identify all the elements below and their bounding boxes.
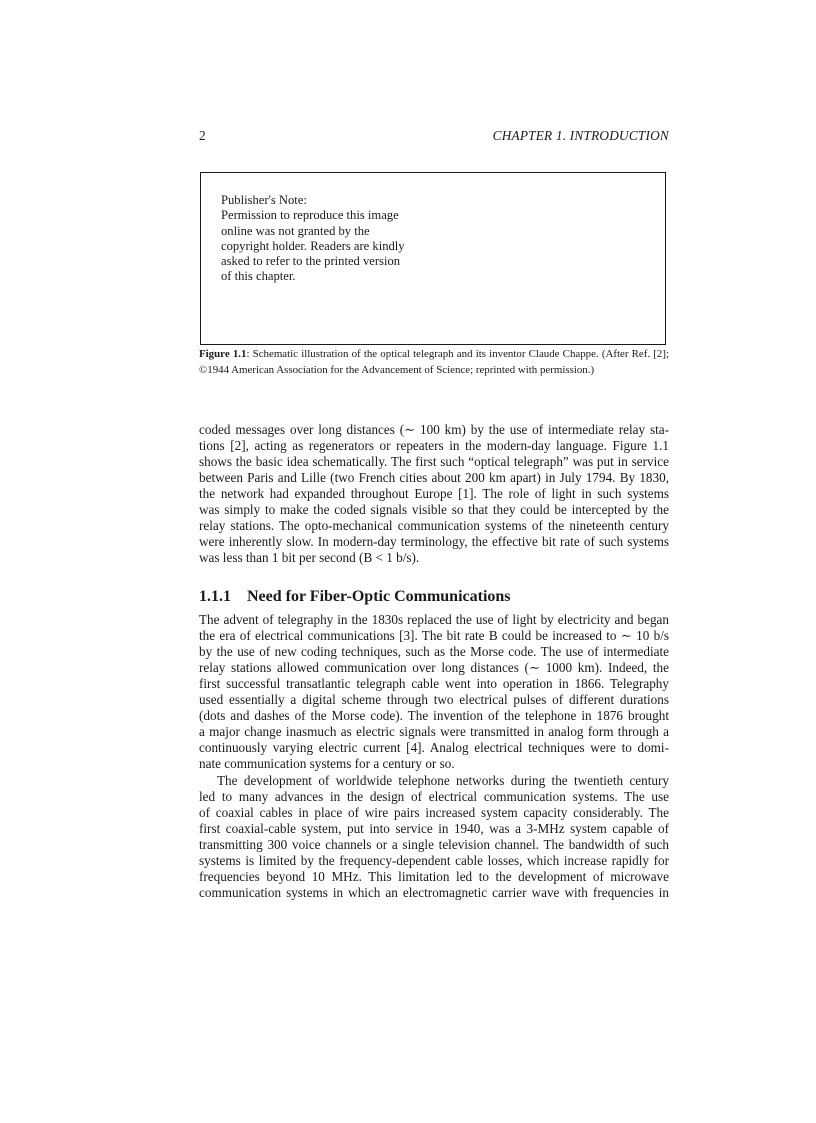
text-line: The development of worldwide telephone networks during the twentieth century <box>217 773 669 788</box>
text-line: used essentially a digital scheme through two electrical pulses of different durations <box>199 691 669 707</box>
text-line: coded messages over long distances (∼ 100 km) by the use of intermediate relay sta- <box>199 422 669 437</box>
publisher-note-line: copyright holder. Readers are kindly <box>221 238 405 253</box>
section-heading <box>199 588 669 606</box>
text-line: of coaxial cables in place of wire pairs increased system capacity considerably. The <box>199 804 669 820</box>
figure-caption-text: : Schematic illustration of the optical telegraph and its inventor Claude Chappe. (After Ref. [2]; ©1944 American Association for the Advancement of Science; reprinted with permission.) <box>199 348 669 377</box>
publisher-note-line: of this chapter. <box>221 269 296 284</box>
chapter-heading: CHAPTER 1. INTRODUCTION <box>492 128 669 143</box>
figure-placeholder-box <box>200 172 666 345</box>
publisher-note-line: online was not granted by the <box>221 223 370 238</box>
text-line: first successful transatlantic telegraph cable went into operation in 1866. Telegraphy <box>199 675 669 691</box>
text-line: systems is limited by the frequency-dependent cable losses, which increase rapidly for <box>199 852 669 868</box>
text-line: first coaxial-cable system, put into service in 1940, was a 3-MHz system capable of <box>199 820 669 836</box>
publisher-note-line: asked to refer to the printed version <box>221 254 401 269</box>
paragraph-optical-telegraph <box>199 422 669 566</box>
text-line: was simply to make the coded signals visible so that they could be intercepted by the <box>199 501 669 517</box>
text-line: frequencies beyond 10 MHz. This limitation led to the development of microwave <box>199 868 669 884</box>
page-number: 2 <box>199 128 206 143</box>
text-line: was less than 1 bit per second (B < 1 b/s). <box>199 549 420 565</box>
publisher-note-line: Permission to reproduce this image <box>221 208 399 223</box>
text-line: continuously varying electric current [4]. Analog electrical techniques were to domi- <box>199 739 669 755</box>
text-line: transmitting 300 voice channels or a single television channel. The bandwidth of such <box>199 836 669 852</box>
text-line: nate communication systems for a century or so. <box>199 755 455 771</box>
text-line: a major change inasmuch as electric signals were transmitted in analog form through a <box>199 723 669 739</box>
running-header <box>199 128 669 146</box>
text-line: (dots and dashes of the Morse code). The invention of the telephone in 1876 brought <box>199 707 669 723</box>
text-line: tions [2], acting as regenerators or repeaters in the modern-day language. Figure 1.1 <box>199 437 669 453</box>
publisher-note <box>221 193 431 285</box>
section-number: 1.1.1 <box>199 588 231 605</box>
text-line: the era of electrical communications [3]. The bit rate B could be increased to ∼ 10 b/s <box>199 627 669 643</box>
text-line: The advent of telegraphy in the 1830s replaced the use of light by electricity and began <box>199 612 669 627</box>
text-line: relay stations allowed communication over long distances (∼ 1000 km). Indeed, the <box>199 659 669 675</box>
text-line: by the use of new coding techniques, such as the Morse code. The use of intermediate <box>199 643 669 659</box>
publisher-note-line: Publisher's Note: <box>221 193 307 207</box>
section-title-text: Need for Fiber-Optic Communications <box>247 588 511 605</box>
text-line: the network had expanded throughout Europe [1]. The role of light in such systems <box>199 485 669 501</box>
text-line: led to many advances in the design of electrical communication systems. The use <box>199 788 669 804</box>
figure-caption <box>199 346 669 379</box>
text-line: communication systems in which an electromagnetic carrier wave with frequencies in <box>199 884 669 900</box>
text-line: shows the basic idea schematically. The first such “optical telegraph” was put in service <box>199 453 669 469</box>
text-line: between Paris and Lille (two French cities about 200 km apart) in July 1794. By 1830, <box>199 469 669 485</box>
text-line: relay stations. The opto-mechanical communication systems of the nineteenth century <box>199 517 669 533</box>
paragraph-telephone-networks <box>199 773 669 901</box>
figure-caption-label: Figure 1.1 <box>199 348 247 360</box>
paragraph-telegraphy <box>199 612 669 772</box>
text-line: were inherently slow. In modern-day terminology, the effective bit rate of such systems <box>199 533 669 549</box>
